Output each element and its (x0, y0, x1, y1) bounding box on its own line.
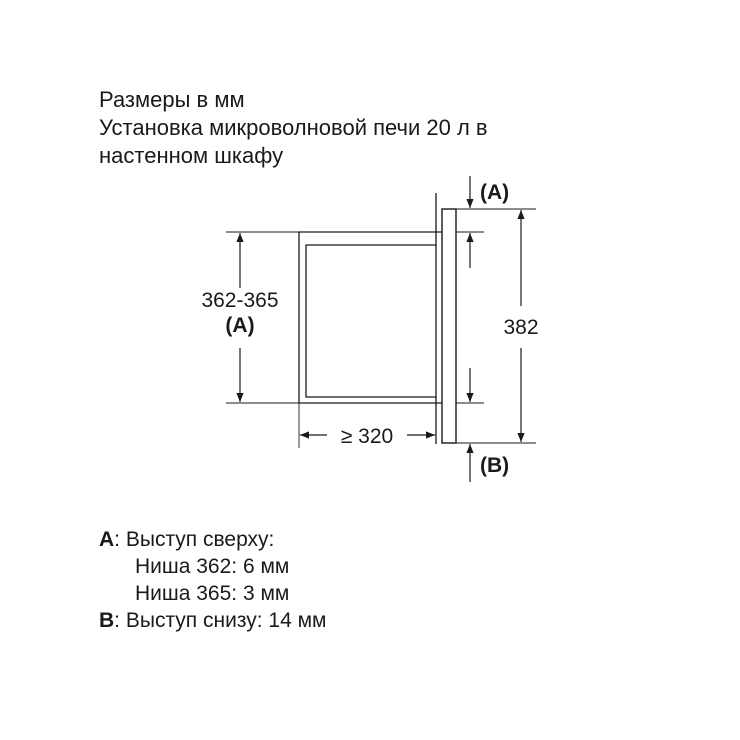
top-callout-label: (A) (480, 181, 510, 204)
title-line-2: Установка микроволновой печи 20 л в (99, 115, 488, 140)
legend-a-line-1: Ниша 362: 6 мм (135, 555, 290, 578)
overall-height-value: 382 (503, 316, 539, 339)
legend-block (99, 526, 326, 634)
niche-outline (299, 232, 442, 403)
legend-a-key: A (99, 528, 115, 551)
niche-depth-value: ≥ 320 (340, 425, 394, 448)
title-line-1: Размеры в мм (99, 87, 245, 112)
legend-b-key: B (99, 609, 115, 632)
bottom-callout-label: (B) (480, 454, 510, 477)
legend-a-title: : Выступ сверху: (114, 528, 275, 551)
microwave-front-frame (442, 209, 456, 443)
legend-a-line-2: Ниша 365: 3 мм (135, 582, 290, 605)
legend-b-text: : Выступ снизу: 14 мм (114, 609, 327, 632)
niche-height-ref: (A) (225, 314, 255, 337)
title-line-3: настенном шкафу (99, 143, 284, 168)
legend-b-row (99, 607, 326, 634)
niche-inner-wall (306, 245, 436, 397)
niche-height-value: 362-365 (201, 289, 279, 312)
legend-a-row (99, 526, 326, 553)
